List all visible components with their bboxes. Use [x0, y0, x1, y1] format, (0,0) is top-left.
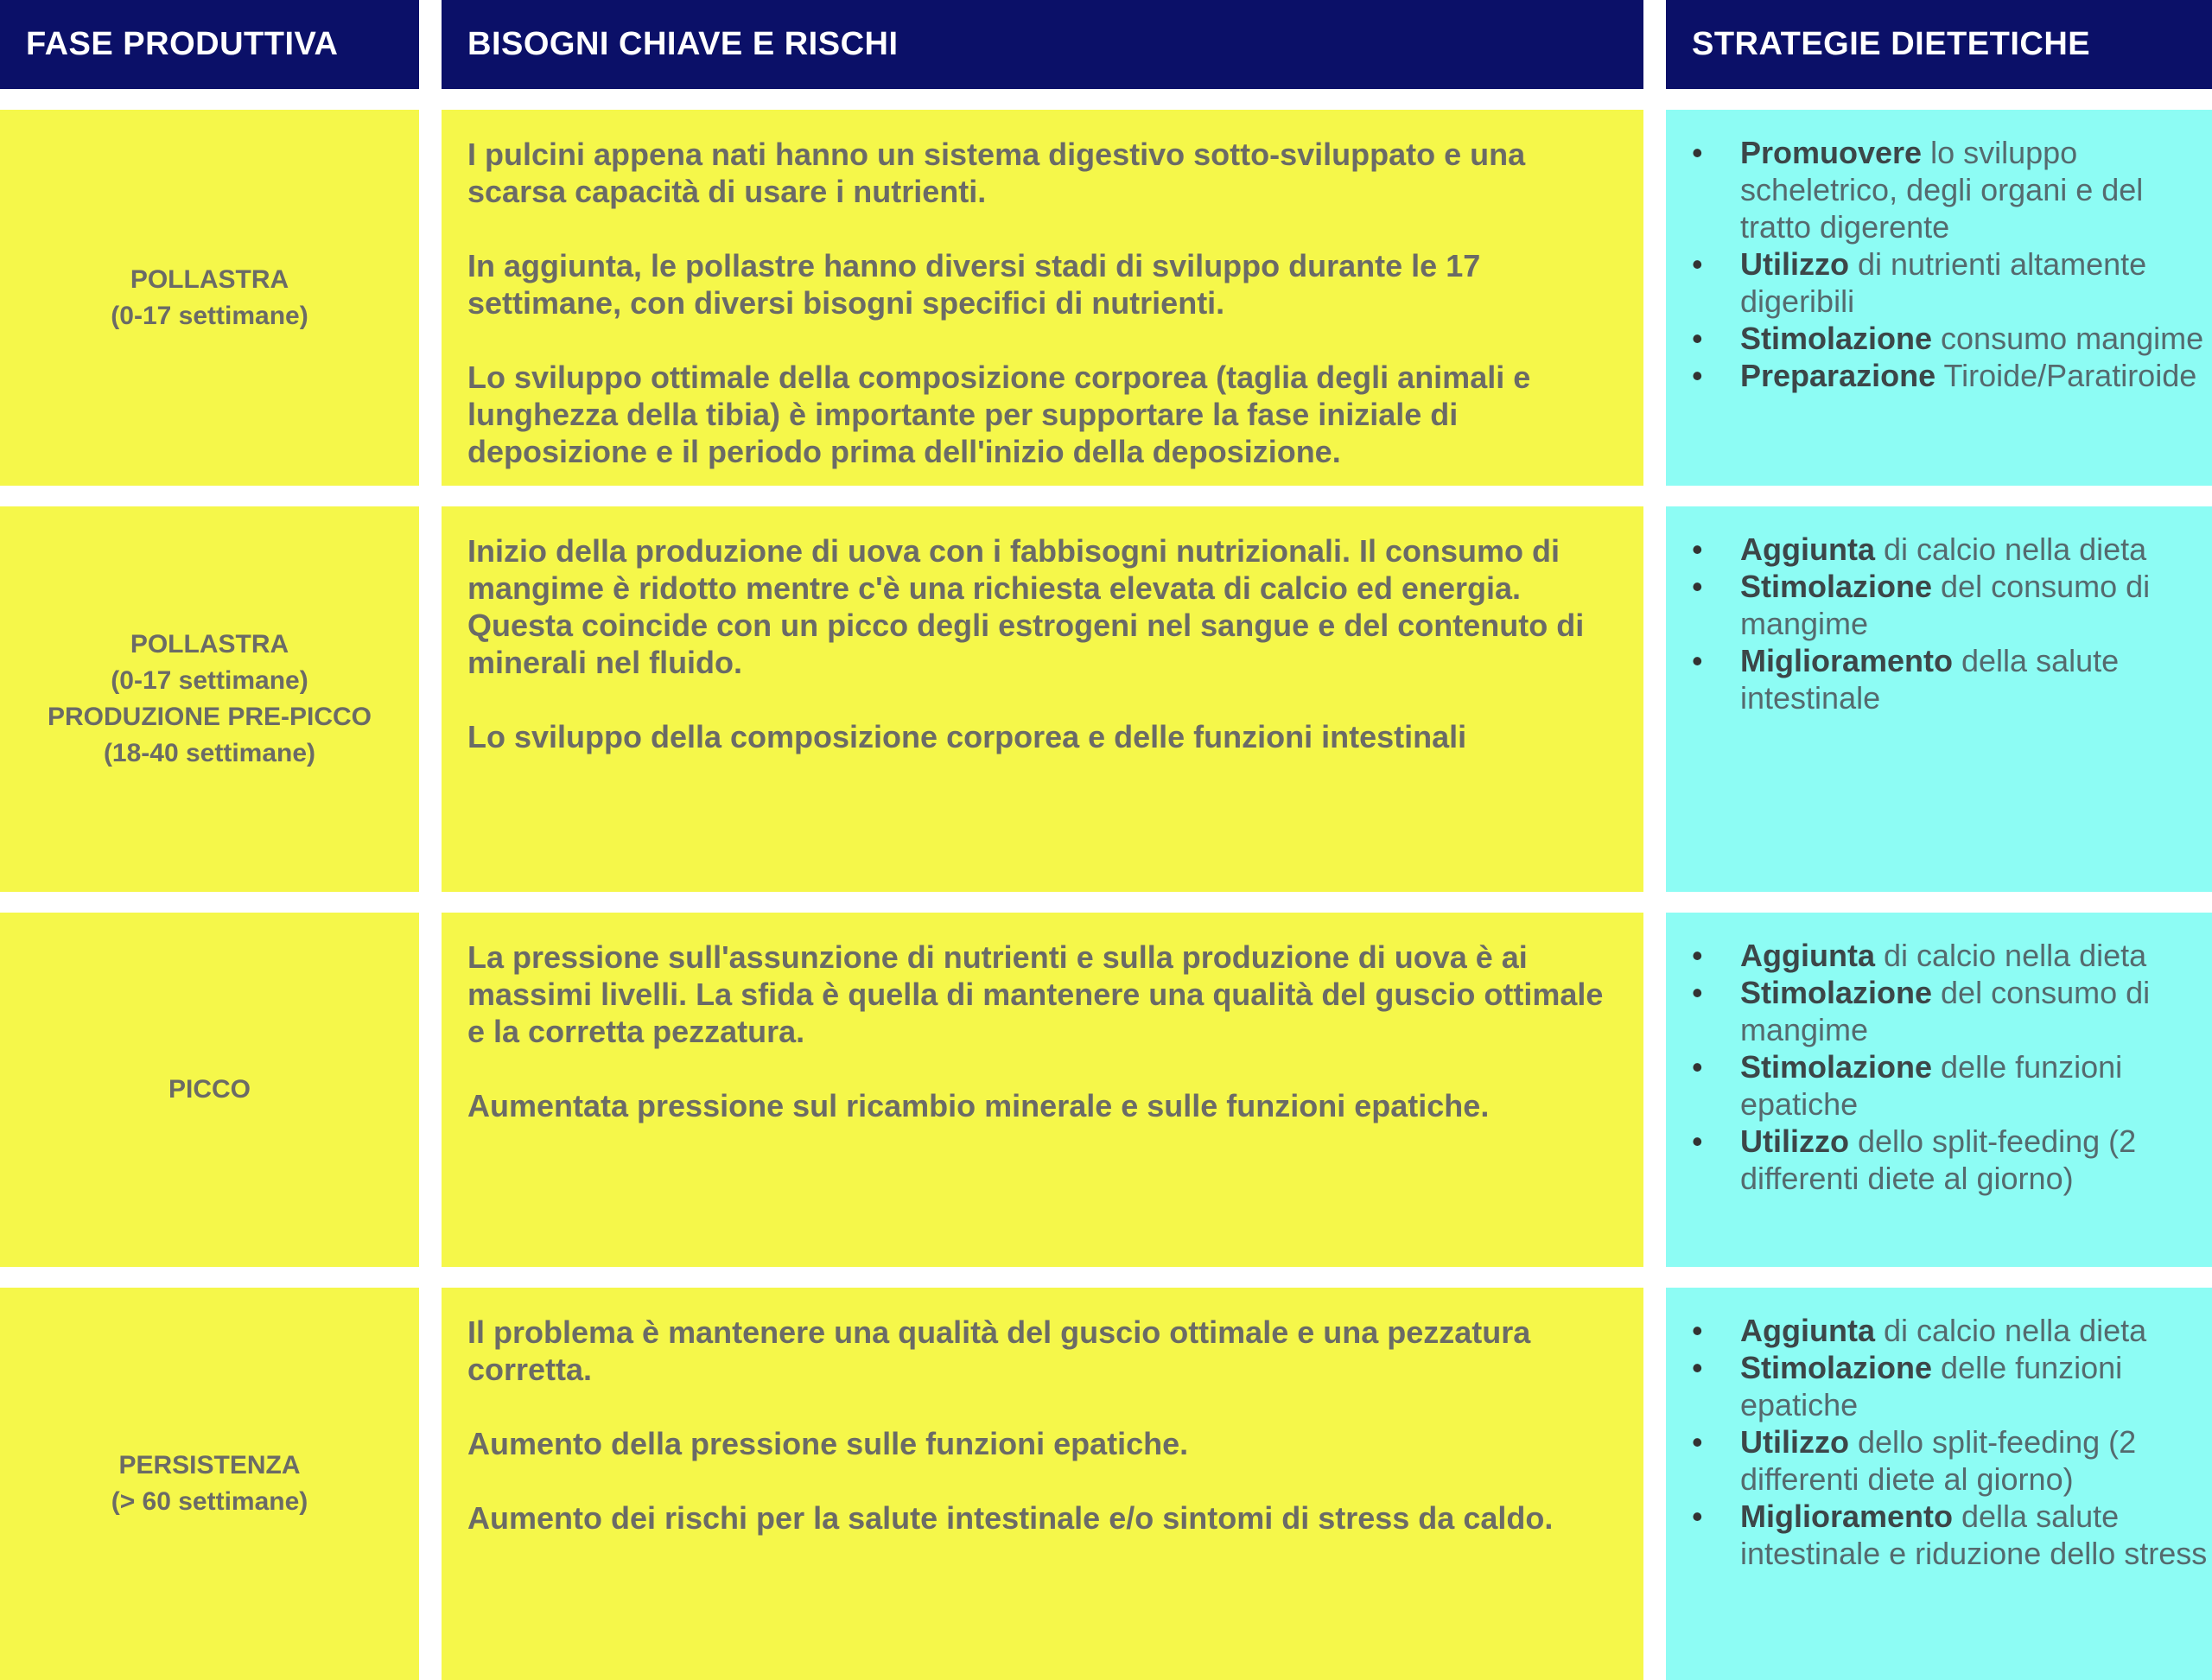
strategy-keyword: Utilizzo: [1740, 246, 1849, 282]
strategy-keyword: Promuovere: [1740, 135, 1923, 170]
needs-paragraph: Lo sviluppo della composizione corporea e delle funzioni intestinali: [467, 719, 1467, 754]
header-strategies: STRATEGIE DIETETICHE: [1666, 0, 2212, 89]
strategy-item: [1692, 1498, 2212, 1572]
strategy-keyword: Miglioramento: [1740, 643, 1954, 678]
needs-cell: [442, 506, 1643, 892]
phase-name: PERSISTENZA: [118, 1451, 301, 1480]
needs-paragraph: I pulcini appena nati hanno un sistema digestivo sotto-sviluppato e una scarsa capacità di usare i nutrienti.: [467, 137, 1526, 209]
strategy-item: [1692, 974, 2212, 1048]
strategy-keyword: Stimolazione: [1740, 321, 1933, 356]
strategy-text: di calcio nella dieta: [1874, 938, 2147, 973]
needs-paragraph: Inizio della produzione di uova con i fabbisogni nutrizionali. Il consumo di mangime è ridotto mentre c'è una richiesta elevata di calcio ed energia. Questa coincide con un picco degli estrogeni nel sangue e del contenuto di minerali nel fluido.: [467, 533, 1585, 680]
phase-name-secondary: PRODUZIONE PRE-PICCO: [47, 703, 372, 731]
phase-weeks: (0-17 settimane): [111, 301, 308, 330]
needs-paragraph: Aumento della pressione sulle funzioni epatiche.: [467, 1426, 1189, 1461]
strategy-text: lo sviluppo scheletrico, degli organi e del tratto digerente: [1740, 135, 2144, 245]
strategy-keyword: Stimolazione: [1740, 569, 1933, 604]
strategy-keyword: Stimolazione: [1740, 1049, 1933, 1085]
strategy-item: [1692, 1349, 2212, 1423]
strategies-cell: [1666, 506, 2212, 892]
strategies-list: [1692, 134, 2212, 394]
strategies-cell: [1666, 913, 2212, 1267]
strategy-text: delle funzioni epatiche: [1740, 1350, 2123, 1422]
strategy-keyword: Utilizzo: [1740, 1424, 1849, 1460]
strategy-text: del consumo di mangime: [1740, 975, 2151, 1047]
strategy-keyword: Stimolazione: [1740, 1350, 1933, 1385]
needs-paragraph: In aggiunta, le pollastre hanno diversi stadi di sviluppo durante le 17 settimane, con diversi bisogni specifici di nutrienti.: [467, 248, 1481, 321]
needs-paragraph: Aumento dei rischi per la salute intestinale e/o sintomi di stress da caldo.: [467, 1500, 1554, 1536]
strategy-text: di calcio nella dieta: [1874, 531, 2147, 567]
phase-weeks: (> 60 settimane): [111, 1487, 308, 1516]
strategy-text: della salute intestinale e riduzione dello stress: [1740, 1499, 2208, 1571]
strategy-keyword: Aggiunta: [1740, 531, 1875, 567]
strategy-item: [1692, 134, 2212, 245]
phase-cell: [0, 913, 419, 1267]
needs-paragraph: Aumentata pressione sul ricambio minerale e sulle funzioni epatiche.: [467, 1088, 1490, 1123]
phase-weeks-secondary: (18-40 settimane): [103, 739, 316, 767]
strategy-item: [1692, 320, 2212, 357]
strategies-list: [1692, 1312, 2212, 1572]
strategy-keyword: Stimolazione: [1740, 975, 1933, 1010]
strategy-item: [1692, 937, 2212, 974]
strategy-item: [1692, 1423, 2212, 1498]
strategy-item: [1692, 1048, 2212, 1123]
strategy-item: [1692, 642, 2212, 716]
strategy-text: dello split-feeding (2 differenti diete al giorno): [1740, 1424, 2137, 1497]
strategy-item: [1692, 568, 2212, 642]
strategy-keyword: Aggiunta: [1740, 938, 1875, 973]
needs-paragraph: Il problema è mantenere una qualità del guscio ottimale e una pezzatura corretta.: [467, 1314, 1531, 1387]
strategy-text: dello split-feeding (2 differenti diete al giorno): [1740, 1123, 2137, 1196]
strategies-list: [1692, 531, 2212, 716]
strategy-text: di calcio nella dieta: [1874, 1313, 2147, 1348]
phase-cell: [0, 1288, 419, 1680]
strategy-item: [1692, 1123, 2212, 1197]
strategy-item: [1692, 245, 2212, 320]
needs-paragraph: La pressione sull'assunzione di nutrienti e sulla produzione di uova è ai massimi livelli. La sfida è quella di mantenere una qualità del guscio ottimale e la corretta pezzatura.: [467, 939, 1604, 1049]
strategy-text: Tiroide/Paratiroide: [1936, 358, 2197, 393]
strategy-text: di nutrienti altamente digeribili: [1740, 246, 2147, 319]
header-needs: BISOGNI CHIAVE E RISCHI: [442, 0, 1643, 89]
needs-cell: [442, 1288, 1643, 1680]
strategy-text: consumo mangime: [1932, 321, 2204, 356]
strategy-keyword: Aggiunta: [1740, 1313, 1875, 1348]
phase-cell: [0, 110, 419, 486]
strategy-item: [1692, 357, 2212, 394]
strategies-cell: [1666, 1288, 2212, 1680]
strategy-text: delle funzioni epatiche: [1740, 1049, 2123, 1122]
phase-name: POLLASTRA: [130, 630, 289, 659]
phase-cell: [0, 506, 419, 892]
strategy-item: [1692, 1312, 2212, 1349]
needs-cell: [442, 913, 1643, 1267]
strategies-list: [1692, 937, 2212, 1197]
phase-name: PICCO: [168, 1075, 251, 1104]
phase-weeks: (0-17 settimane): [111, 666, 308, 695]
strategy-text: del consumo di mangime: [1740, 569, 2151, 641]
strategy-keyword: Utilizzo: [1740, 1123, 1849, 1159]
header-phase: FASE PRODUTTIVA: [0, 0, 419, 89]
strategy-keyword: Miglioramento: [1740, 1499, 1954, 1534]
needs-cell: [442, 110, 1643, 486]
strategy-keyword: Preparazione: [1740, 358, 1936, 393]
strategy-text: della salute intestinale: [1740, 643, 2120, 716]
needs-paragraph: Lo sviluppo ottimale della composizione corporea (taglia degli animali e lunghezza della tibia) è importante per supportare la fase iniziale di deposizione e il periodo prima dell'inizio della deposizione.: [467, 360, 1531, 469]
phase-name: POLLASTRA: [130, 264, 289, 294]
strategy-item: [1692, 531, 2212, 568]
strategies-cell: [1666, 110, 2212, 486]
